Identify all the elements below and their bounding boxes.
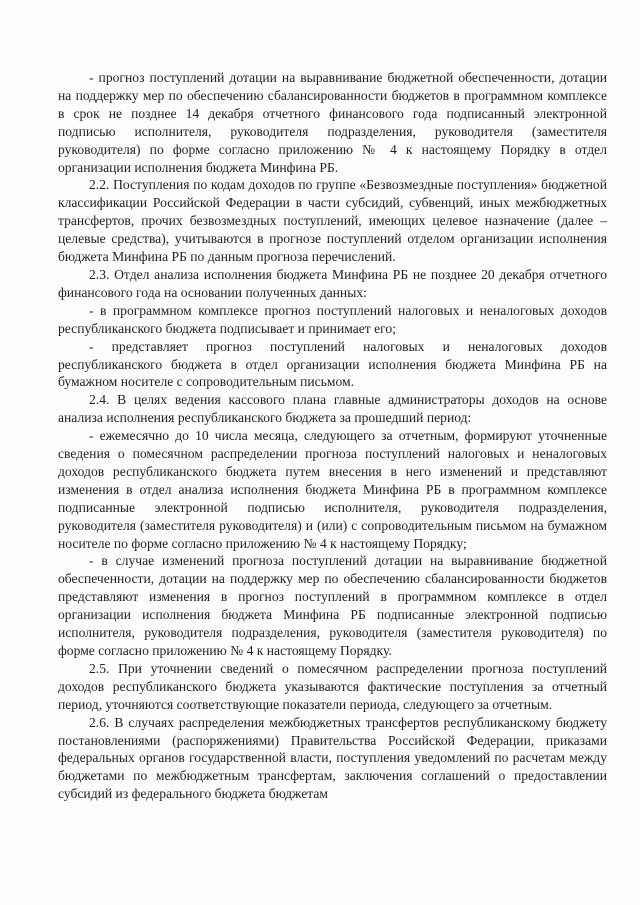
paragraph-2-5: 2.5. При уточнении сведений о помесячном распределении прогноза поступлений доходов республиканского бюджета указываются фактические поступления за отчетный период, уточняются соответствующие показатели периода, следующего за отчетным. (58, 660, 607, 712)
paragraph-2-4-item-2: - в случае изменений прогноза поступлений дотации на выравнивание бюджетной обеспеченности, дотации на поддержку мер по обеспечению сбалансированности бюджетов представляют изменения в прогноз поступлений в программном комплексе в отдел организации исполнения бюджета Минфина РБ подписанные электронной подписью исполнителя, руководителя подразделения, руководителя (заместителя руководителя) по форме согласно приложению № 4 к настоящему Порядку. (58, 553, 607, 658)
paragraph-2-6: 2.6. В случаях распределения межбюджетных трансфертов республиканскому бюджету постановлениями (распоряжениями) Правительства Российской Федерации, приказами федеральных органов государственной власти, поступления уведомлений по расчетам между бюджетами по межбюджетным трансфертам, заключения соглашений о предоставлении субсидий из федерального бюджета бюджетам (58, 714, 607, 802)
document-body (58, 69, 607, 803)
paragraph-2-3-item-1: - в программном комплексе прогноз поступлений налоговых и неналоговых доходов республиканского бюджета подписывает и принимает его; (58, 302, 607, 336)
paragraph-2-3: 2.3. Отдел анализа исполнения бюджета Минфина РБ не позднее 20 декабря отчетного финансового года на основании полученных данных: (58, 266, 607, 300)
paragraph-2-2: 2.2. Поступления по кодам доходов по группе «Безвозмездные поступления» бюджетной классификации Российской Федерации в части субсидий, субвенций, иных межбюджетных трансфертов, прочих безвозмездных поступлений, имеющих целевое назначение (далее – целевые средства), учитываются в прогнозе поступлений отделом организации исполнения бюджета Минфина РБ по данным прогноза перечислений. (58, 177, 607, 265)
paragraph-2-4: 2.4. В целях ведения кассового плана главные администраторы доходов на основе анализа исполнения республиканского бюджета за прошедший период: (58, 392, 607, 426)
paragraph-2-3-item-2: - представляет прогноз поступлений налоговых и неналоговых доходов республиканского бюджета в отдел организации исполнения бюджета Минфина РБ на бумажном носителе с сопроводительным письмом. (58, 338, 607, 390)
paragraph-2-4-item-1: - ежемесячно до 10 числа месяца, следующего за отчетным, формируют уточненные сведения о помесячном распределении прогноза поступлений налоговых и неналоговых доходов республиканского бюджета путем внесения в него изменений и представляют изменения в отдел анализа исполнения бюджета Минфина РБ в программном комплексе подписанные электронной подписью исполнителя, руководителя подразделения, руководителя (заместителя руководителя) и (или) с сопроводительным письмом на бумажном носителе по форме согласно приложению № 4 к настоящему Порядку; (58, 428, 607, 551)
paragraph-forecast-subsidy: - прогноз поступлений дотации на выравнивание бюджетной обеспеченности, дотации на поддержку мер по обеспечению сбалансированности бюджетов в программном комплексе в срок не позднее 14 декабря отчетного финансового года подписанный электронной подписью исполнителя, руководителя подразделения, руководителя (заместителя руководителя) по форме согласно приложению № 4 к настоящему Порядку в отдел организации исполнения бюджета Минфина РБ. (58, 70, 607, 175)
